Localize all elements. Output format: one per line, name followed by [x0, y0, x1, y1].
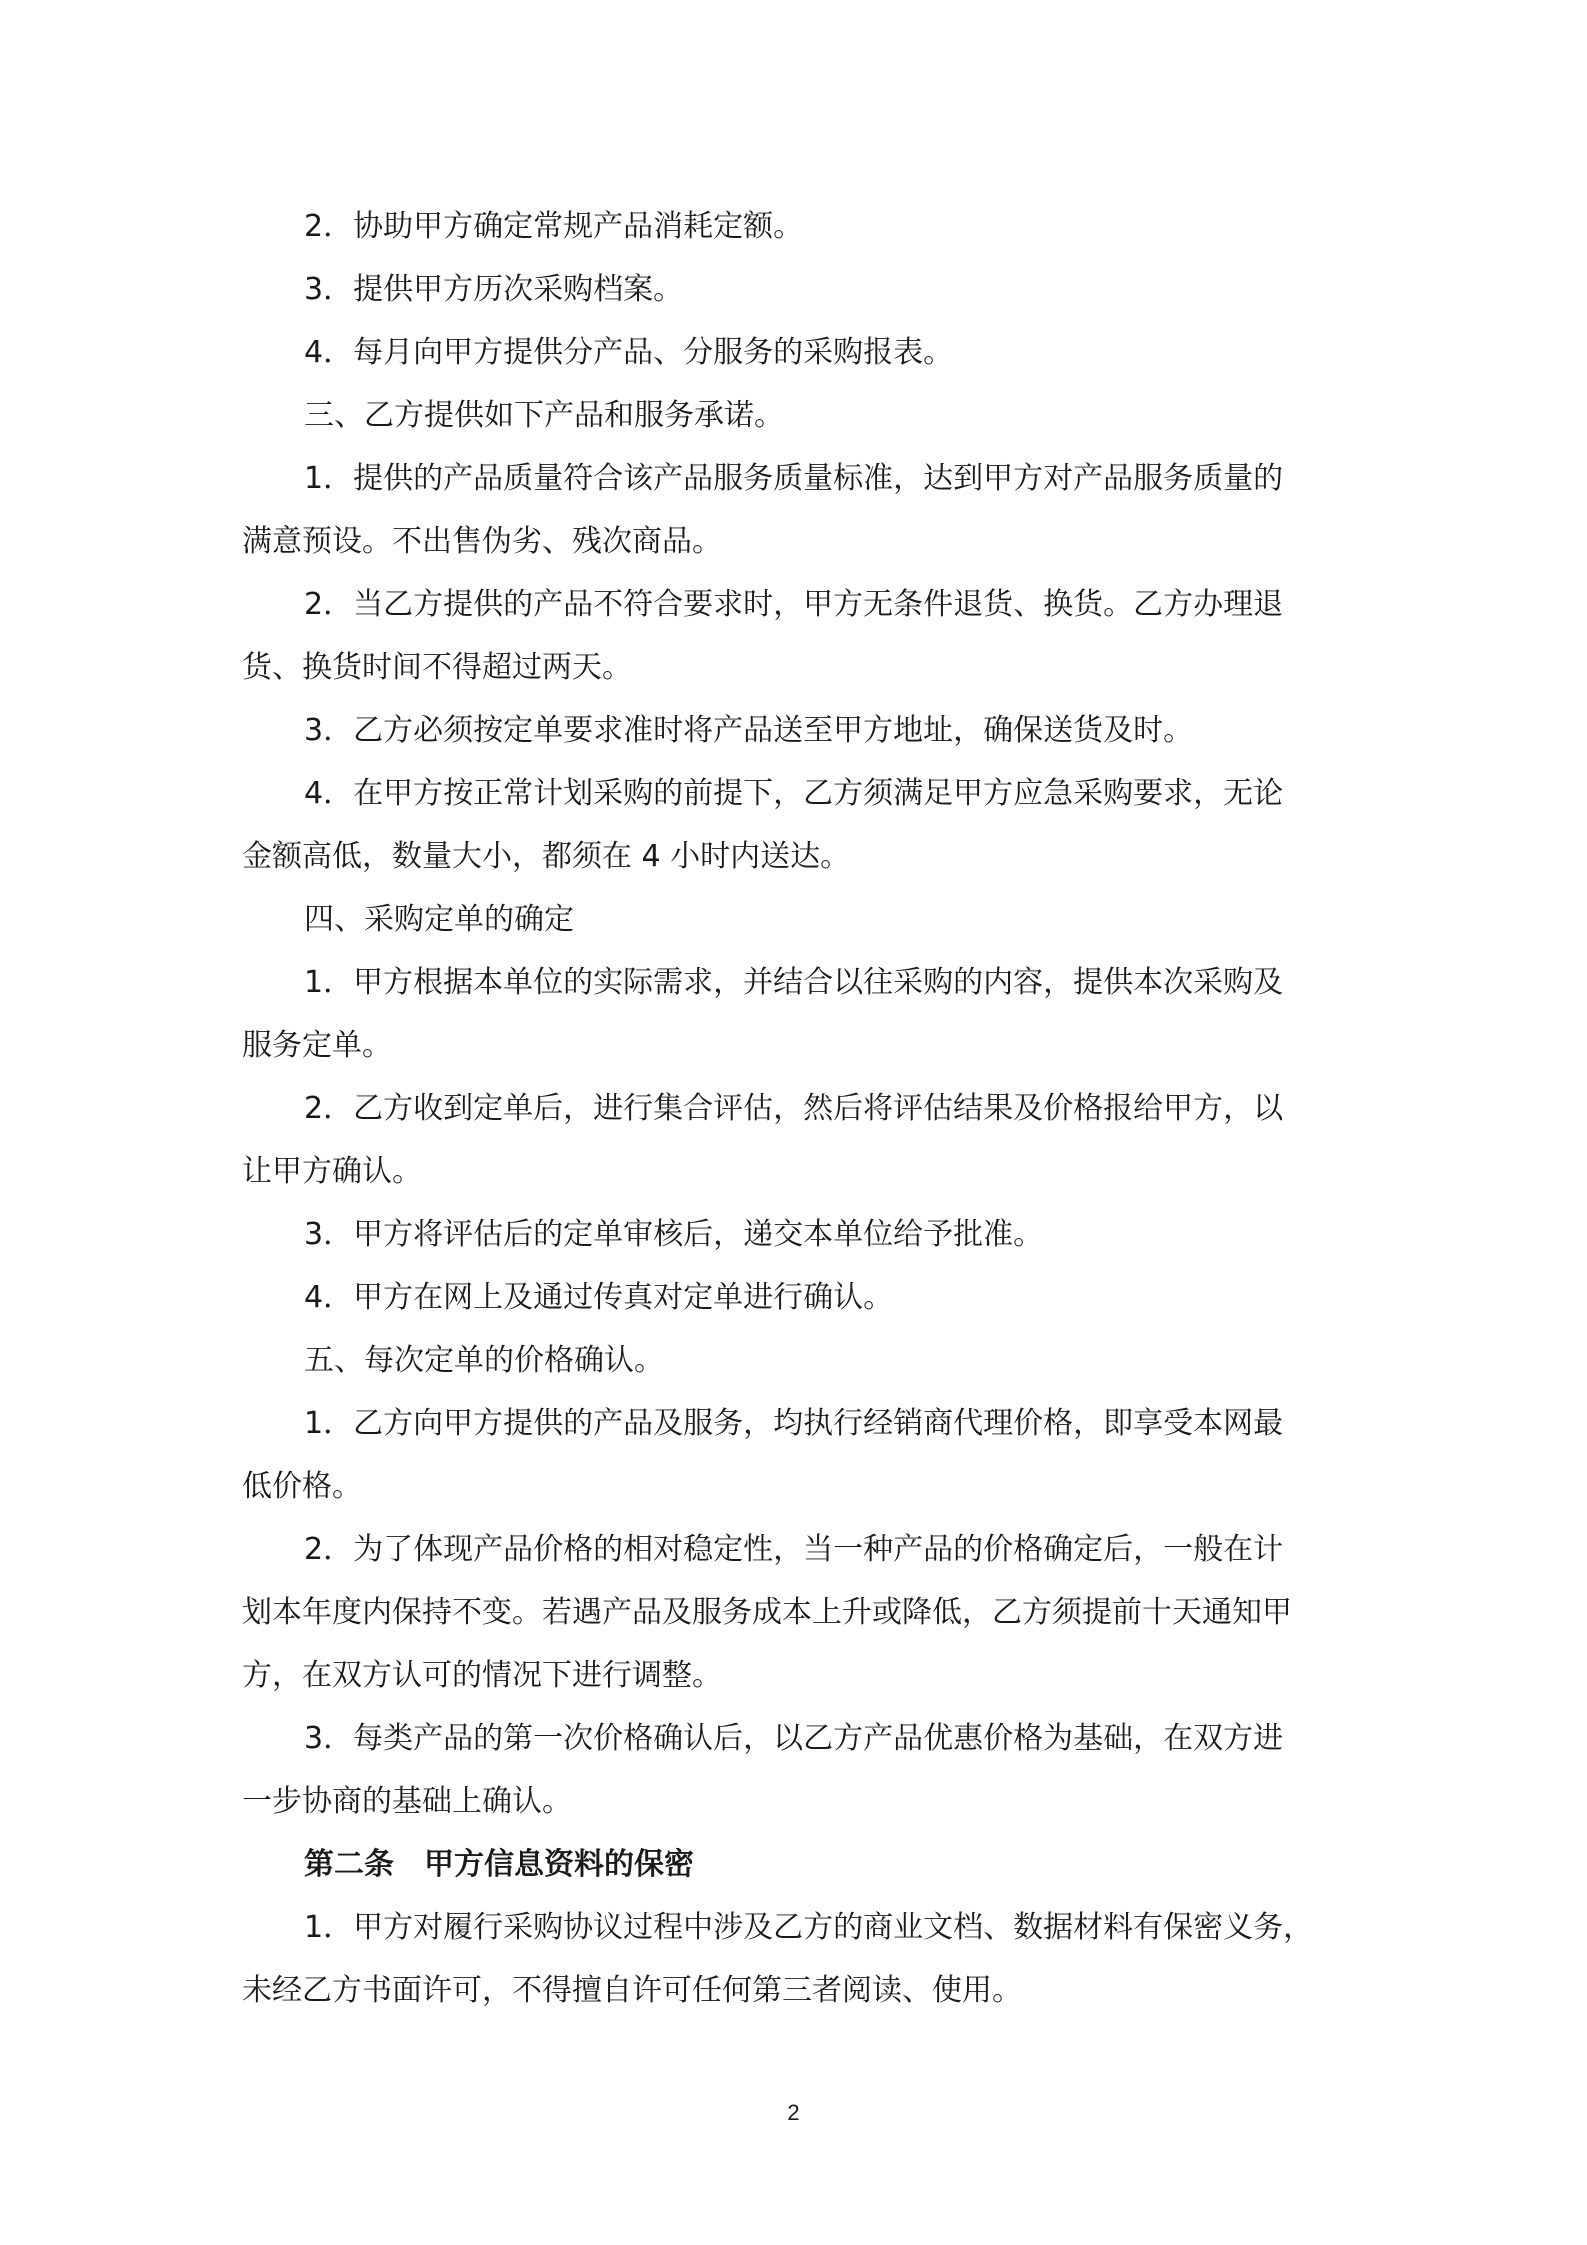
paragraph-line: 划本年度内保持不变。若遇产品及服务成本上升或降低，乙方须提前十天通知甲 [242, 1595, 1292, 1630]
paragraph-line: 1．甲方对履行采购协议过程中涉及乙方的商业文档、数据材料有保密义务， [304, 1910, 1314, 1945]
paragraph-line: 让甲方确认。 [242, 1154, 422, 1189]
article-title: 甲方信息资料的保密 [424, 1847, 694, 1882]
paragraph-line: 4．甲方在网上及通过传真对定单进行确认。 [304, 1280, 894, 1315]
paragraph-line: 3．甲方将评估后的定单审核后，递交本单位给予批准。 [304, 1217, 1044, 1252]
paragraph-line: 一步协商的基础上确认。 [242, 1784, 572, 1819]
paragraph-line: 2．乙方收到定单后，进行集合评估，然后将评估结果及价格报给甲方，以 [304, 1091, 1284, 1126]
paragraph-line: 货、换货时间不得超过两天。 [242, 650, 632, 685]
paragraph-line: 1．提供的产品质量符合该产品服务质量标准，达到甲方对产品服务质量的 [304, 461, 1284, 496]
paragraph-line: 低价格。 [242, 1469, 362, 1504]
paragraph-line: 服务定单。 [242, 1028, 392, 1063]
paragraph-line: 3．乙方必须按定单要求准时将产品送至甲方地址，确保送货及时。 [304, 713, 1194, 748]
section-heading-four: 四、采购定单的确定 [304, 902, 574, 937]
paragraph-line: 1．乙方向甲方提供的产品及服务，均执行经销商代理价格，即享受本网最 [304, 1406, 1284, 1441]
article-heading [242, 1833, 1352, 1896]
paragraph-line: 2．为了体现产品价格的相对稳定性，当一种产品的价格确定后，一般在计 [304, 1532, 1284, 1567]
page-number: 2 [787, 2100, 800, 2125]
paragraph-line: 3．每类产品的第一次价格确认后，以乙方产品优惠价格为基础，在双方进 [304, 1721, 1284, 1756]
paragraph-line: 4．每月向甲方提供分产品、分服务的采购报表。 [304, 335, 954, 370]
paragraph-line: 满意预设。不出售伪劣、残次商品。 [242, 524, 722, 559]
paragraph-line: 3．提供甲方历次采购档案。 [304, 272, 684, 307]
paragraph-line: 方，在双方认可的情况下进行调整。 [242, 1658, 722, 1693]
section-heading-three: 三、乙方提供如下产品和服务承诺。 [304, 398, 784, 433]
paragraph-line: 4．在甲方按正常计划采购的前提下，乙方须满足甲方应急采购要求，无论 [304, 776, 1284, 811]
paragraph-line: 2．协助甲方确定常规产品消耗定额。 [304, 209, 804, 244]
paragraph-line: 金额高低，数量大小，都须在 4 小时内送达。 [242, 839, 851, 874]
paragraph-line: 1．甲方根据本单位的实际需求，并结合以往采购的内容，提供本次采购及 [304, 965, 1284, 1000]
section-heading-five: 五、每次定单的价格确认。 [304, 1343, 664, 1378]
article-number: 第二条 [304, 1847, 394, 1882]
document-body [242, 195, 1352, 2022]
paragraph-line: 2．当乙方提供的产品不符合要求时，甲方无条件退货、换货。乙方办理退 [304, 587, 1284, 622]
paragraph-line: 未经乙方书面许可，不得擅自许可任何第三者阅读、使用。 [242, 1973, 1022, 2008]
